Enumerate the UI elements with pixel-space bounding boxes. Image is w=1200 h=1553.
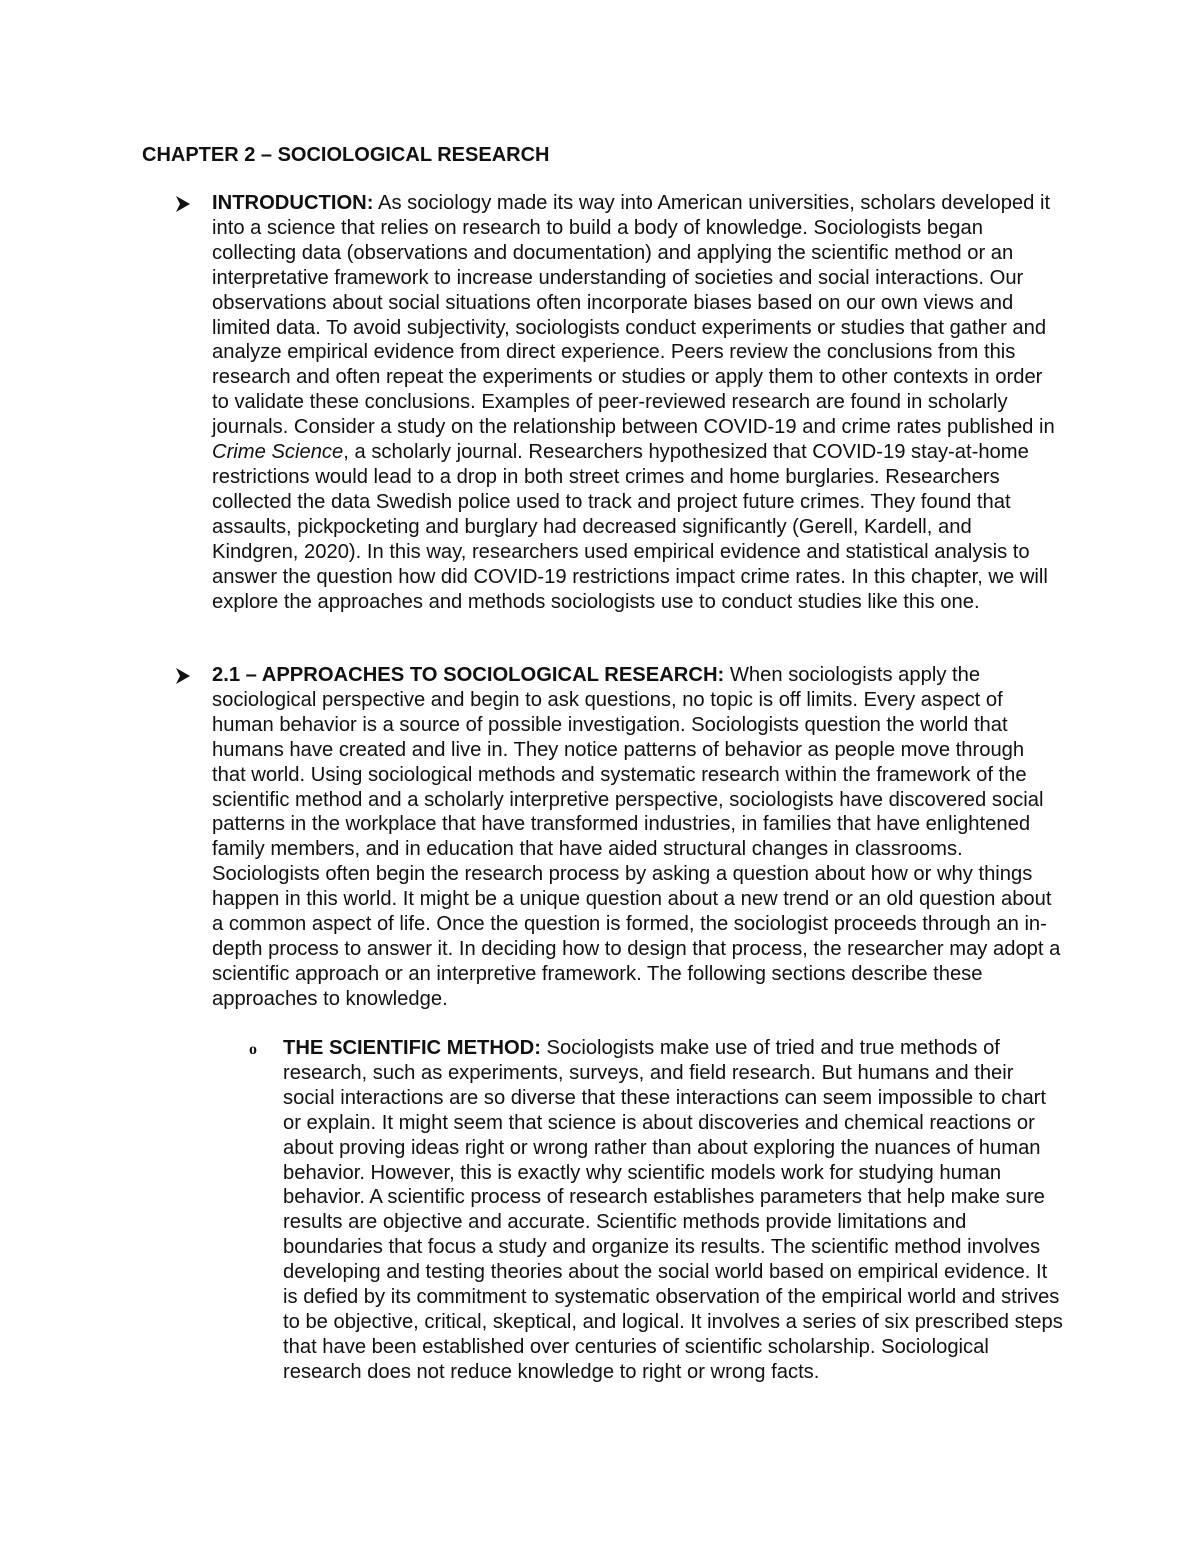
approaches-heading: 2.1 – APPROACHES TO SOCIOLOGICAL RESEARCH: xyxy=(212,664,725,686)
scientific-method-heading: THE SCIENTIFIC METHOD: xyxy=(283,1037,541,1059)
arrowhead-bullet-icon xyxy=(175,667,191,685)
chapter-title: CHAPTER 2 – SOCIOLOGICAL RESEARCH xyxy=(142,144,550,166)
approaches-paragraph xyxy=(212,663,1062,1012)
approaches-text: When sociologists apply the sociological perspective and begin to ask questions, no topic is off limits. Every aspect of human behavior is a source of possible investigation. Sociologists question the world that humans have created and live in. They notice patterns of behavior as people move through that world. Using sociological methods and systematic research within the framework of the scientific method and a scholarly interpretive perspective, sociologists have discovered social patterns in the workplace that have transformed industries, in families that have enlightened family members, and in education that have aided structural changes in classrooms. Sociologists often begin the research process by asking a question about how or why things happen in this world. It might be a unique question about a new trend or an old question about a common aspect of life. Once the question is formed, the sociologist proceeds through an in-depth process to answer it. In deciding how to design that process, the researcher may adopt a scientific approach or an interpretive framework. The following sections describe these approaches to knowledge. xyxy=(212,664,1061,1010)
intro-text-part-2: , a scholarly journal. Researchers hypothesized that COVID-19 stay-at-home restrictions would lead to a drop in both street crimes and home burglaries. Researchers collected the data Swedish police used to track and project future crimes. They found that assaults, pickpocketing and burglary had decreased significantly (Gerell, Kardell, and Kindgren, 2020). In this way, researchers used empirical evidence and statistical analysis to answer the question how did COVID-19 restrictions impact crime rates. In this chapter, we will explore the approaches and methods sociologists use to conduct studies like this one. xyxy=(212,441,1048,613)
intro-heading: INTRODUCTION: xyxy=(212,192,374,214)
scientific-method-paragraph xyxy=(283,1036,1063,1385)
sub-bullet-marker: o xyxy=(249,1041,257,1058)
arrowhead-bullet-icon xyxy=(175,195,191,213)
scientific-method-text: Sociologists make use of tried and true methods of research, such as experiments, surveys, and field research. But humans and their social interactions are so diverse that these interactions can seem impossible to chart or explain. It might seem that science is about discoveries and chemical reactions or about proving ideas right or wrong rather than about exploring the nuances of human behavior. However, this is exactly why scientific models work for studying human behavior. A scientific process of research establishes parameters that help make sure results are objective and accurate. Scientific methods provide limitations and boundaries that focus a study and organize its results. The scientific method involves developing and testing theories about the social world based on empirical evidence. It is defied by its commitment to systematic observation of the empirical world and strives to be objective, critical, skeptical, and logical. It involves a series of six prescribed steps that have been established over centuries of scientific scholarship. Sociological research does not reduce knowledge to right or wrong facts. xyxy=(283,1037,1063,1383)
intro-paragraph xyxy=(212,191,1062,614)
journal-title: Crime Science xyxy=(212,441,344,464)
intro-text-part-1: As sociology made its way into American universities, scholars developed it into a science that relies on research to build a body of knowledge. Sociologists began collecting data (observations and documentation) and applying the scientific method or an interpretative framework to increase understanding of societies and social interactions. Our observations about social situations often incorporate biases based on our own views and limited data. To avoid subjectivity, sociologists conduct experiments or studies that gather and analyze empirical evidence from direct experience. Peers review the conclusions from this research and often repeat the experiments or studies or apply them to other contexts in order to validate these conclusions. Examples of peer-reviewed research are found in scholarly journals. Consider a study on the relationship between COVID-19 and crime rates published in xyxy=(212,192,1055,439)
